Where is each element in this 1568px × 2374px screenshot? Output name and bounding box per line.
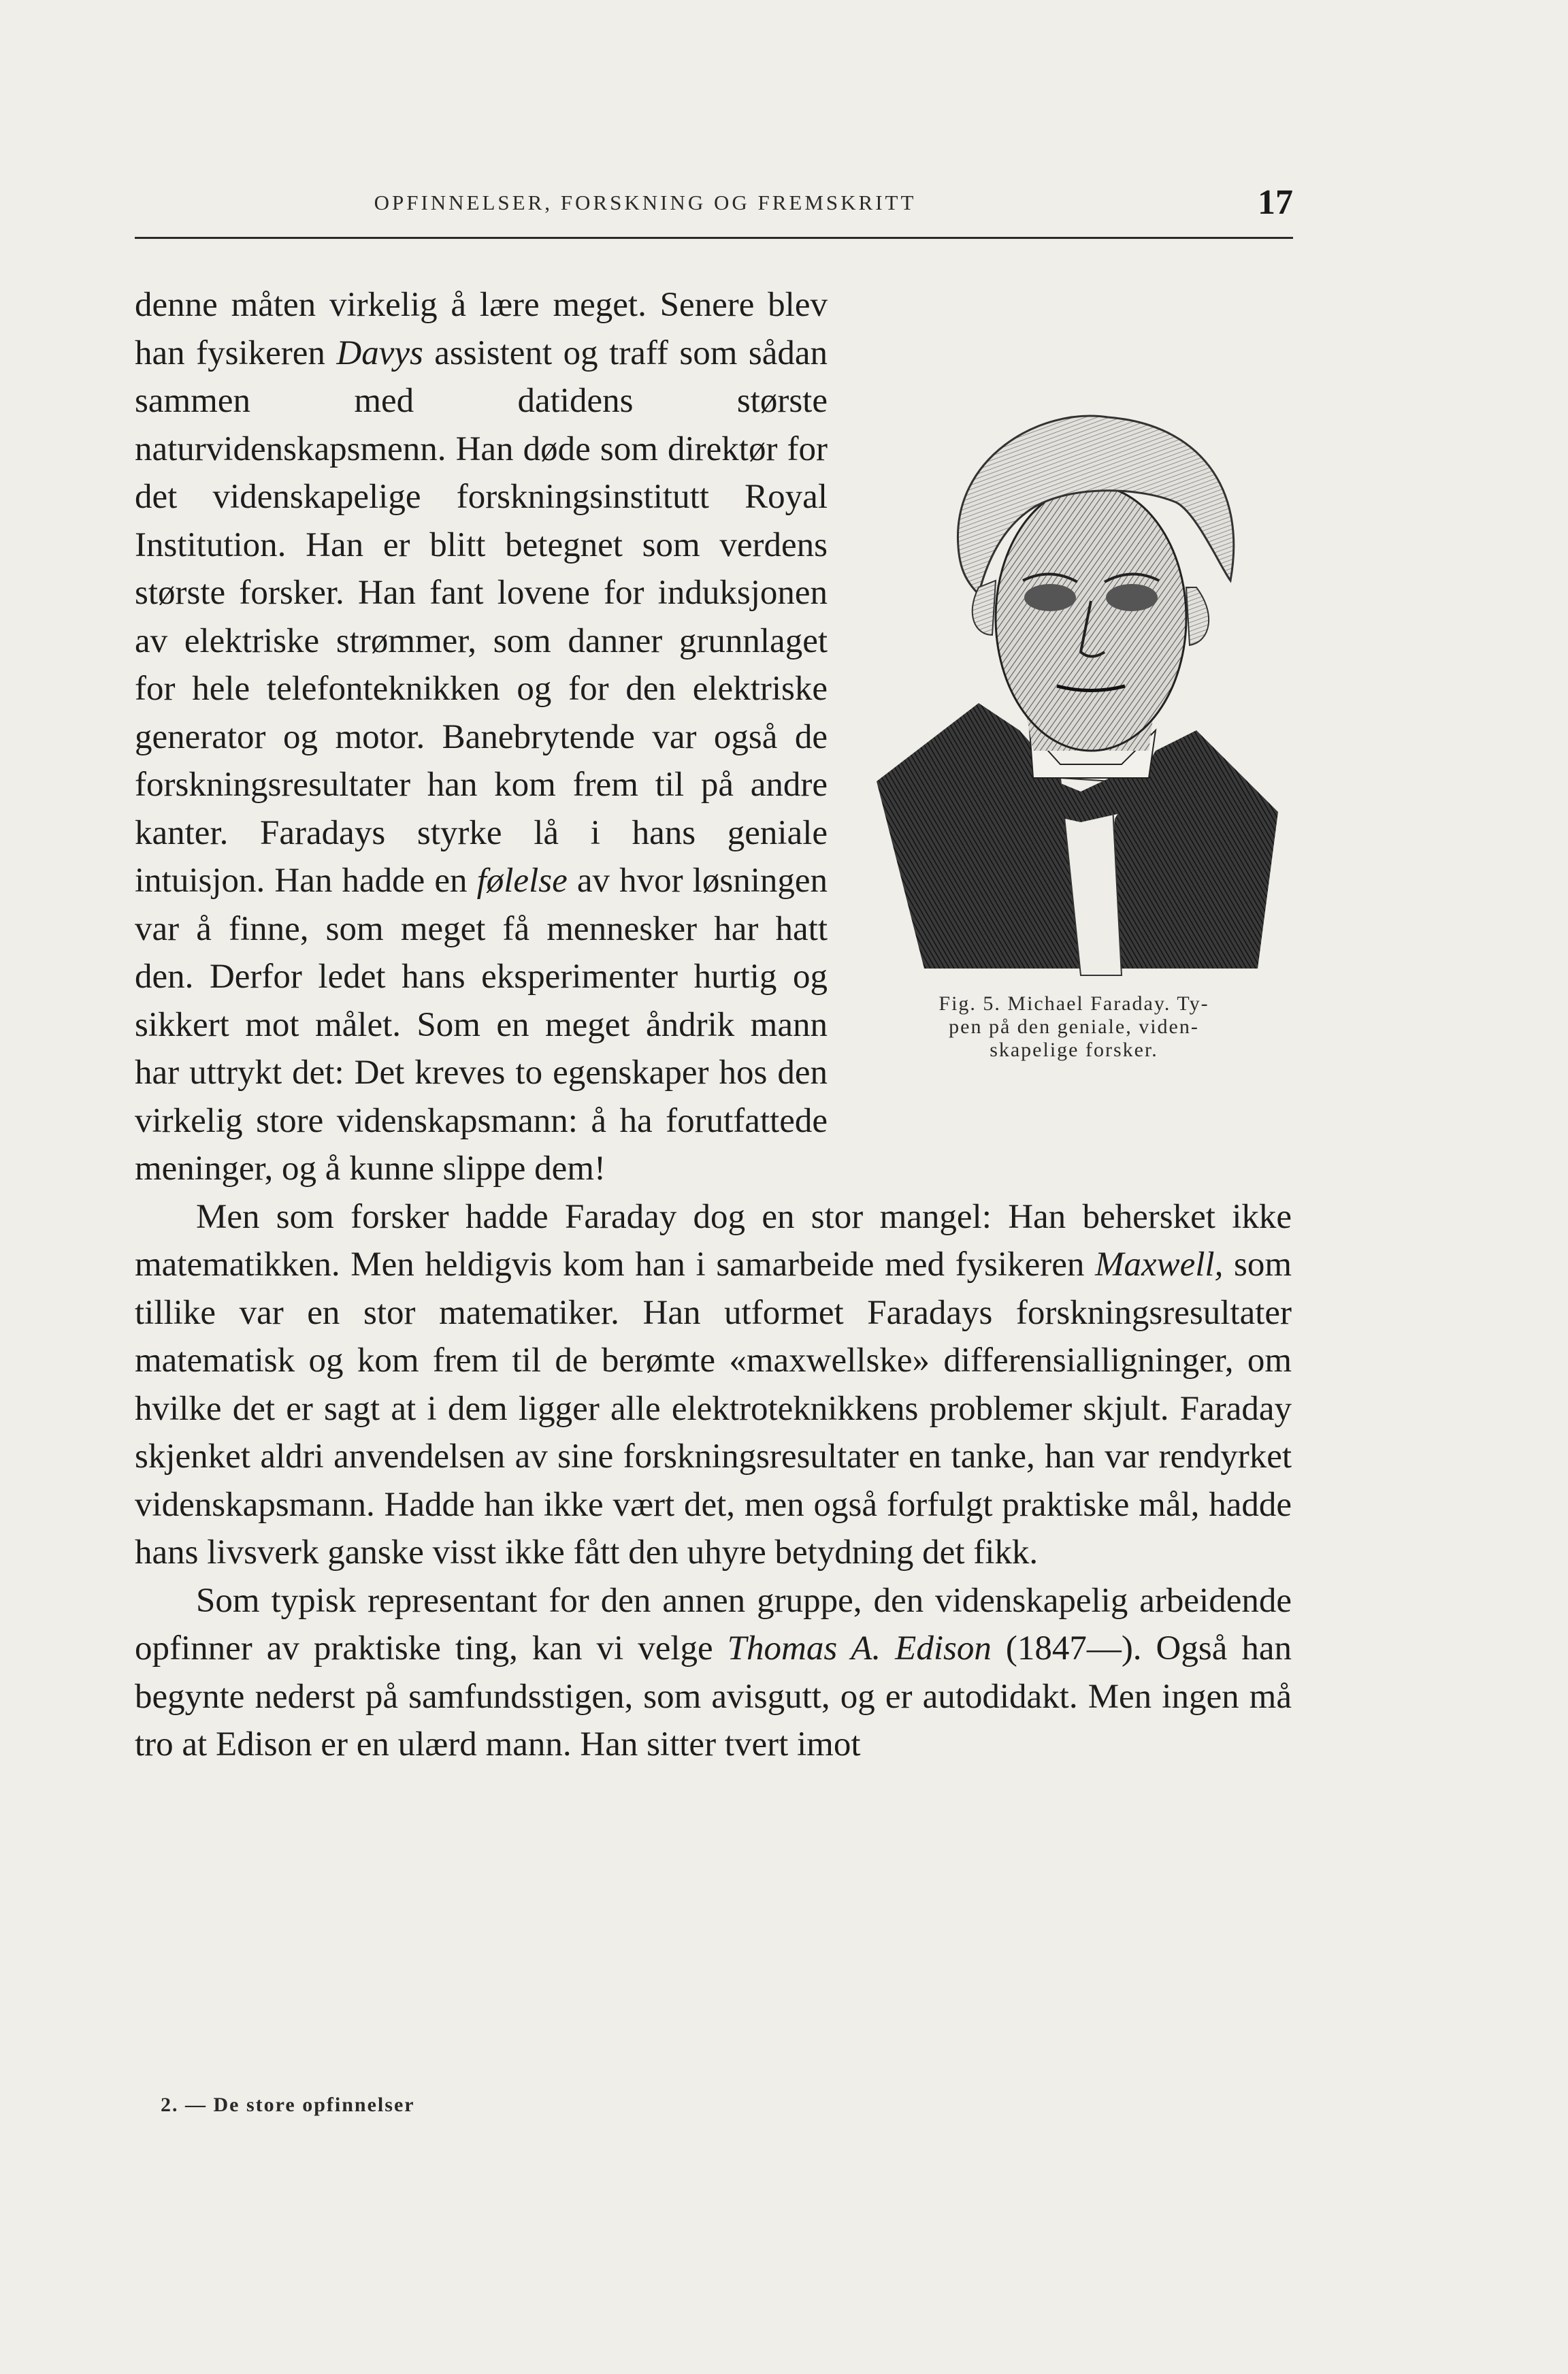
caption-line: skapelige forsker. <box>990 1039 1158 1061</box>
text-run: av hvor løsningen var å finne, som meget få mennesker har hatt den. Derfor ledet hans eksperimenter hurtig og sikkert mot målet. Som en meget åndrik mann har uttrykt det: Det kreves to egenskaper hos den virkelig store videnskapsmann: å ha forutfattede meninger, og å kunne slippe dem! <box>135 862 828 1188</box>
portrait-illustration <box>877 410 1278 982</box>
italic-text: Davys <box>336 334 423 372</box>
running-title: OPFINNELSER, FORSKNING OG FREMSKRITT <box>374 191 917 214</box>
running-header <box>135 182 1293 239</box>
paragraph <box>135 1193 1292 1577</box>
italic-text: Thomas A. Edison <box>727 1629 992 1668</box>
italic-text: følelse <box>476 862 568 900</box>
caption-line: Fig. 5. Michael Faraday. Ty- <box>938 992 1209 1015</box>
text-run: (1847—). Også han begynte nederst på samfundsstigen, som avisgutt, og er autodidakt. Men ingen må tro at Edison er en ulærd mann. Han sitter tvert imot <box>135 1629 1292 1763</box>
text-run: Som typisk representant for den annen gruppe, den videnskapelig arbeidende opfinner av praktiske ting, kan vi velge <box>135 1581 1292 1668</box>
page-number: 17 <box>1258 183 1293 222</box>
text-run: som tillike var en stor matematiker. Han utformet Faradays forskningsresultater matematisk og kom frem til de berømte «maxwellske» differensialligninger, om hvilke det er sagt at i dem ligger alle elektroteknikkens problemer skjult. Faraday skjenket aldri anvendelsen av sine forskningsresultater en tanke, han var rendyrket videnskapsmann. Hadde han ikke vært det, men også forfulgt praktiske mål, hadde hans livsverk ganske visst ikke fått den uhyre betydning det fikk. <box>135 1246 1292 1572</box>
paragraph <box>135 1577 1292 1769</box>
body-text <box>135 281 1292 1769</box>
figure <box>856 281 1292 1091</box>
caption-line: pen på den geniale, viden- <box>949 1015 1199 1038</box>
footer-signature: 2. — De store opfinnelser <box>161 2094 415 2116</box>
text-run: denne måten virkelig å lære meget. Senere blev han fysikeren <box>135 286 828 372</box>
text-run: Men som forsker hadde Faraday dog en stor mangel: Han behersket ikke matematikken. Men heldigvis kom han i samarbeide med fysikeren <box>135 1197 1292 1284</box>
figure-caption <box>856 992 1292 1062</box>
text-run: assistent og traff som sådan sammen med datidens største naturvidenskapsmenn. Han døde som direktør for det videnskapelige forskningsinstitutt Royal Institution. Han er blitt betegnet som verdens største forsker. Han fant lovene for induksjonen av elektriske strømmer, som danner grunnlaget for hele telefonteknikken og for den elektriske generator og motor. Banebrytende var også de forskningsresultater han kom frem til på andre kanter. Faradays styrke lå i hans geniale intuisjon. Han hadde en <box>135 334 828 900</box>
italic-text: Maxwell, <box>1094 1246 1224 1284</box>
